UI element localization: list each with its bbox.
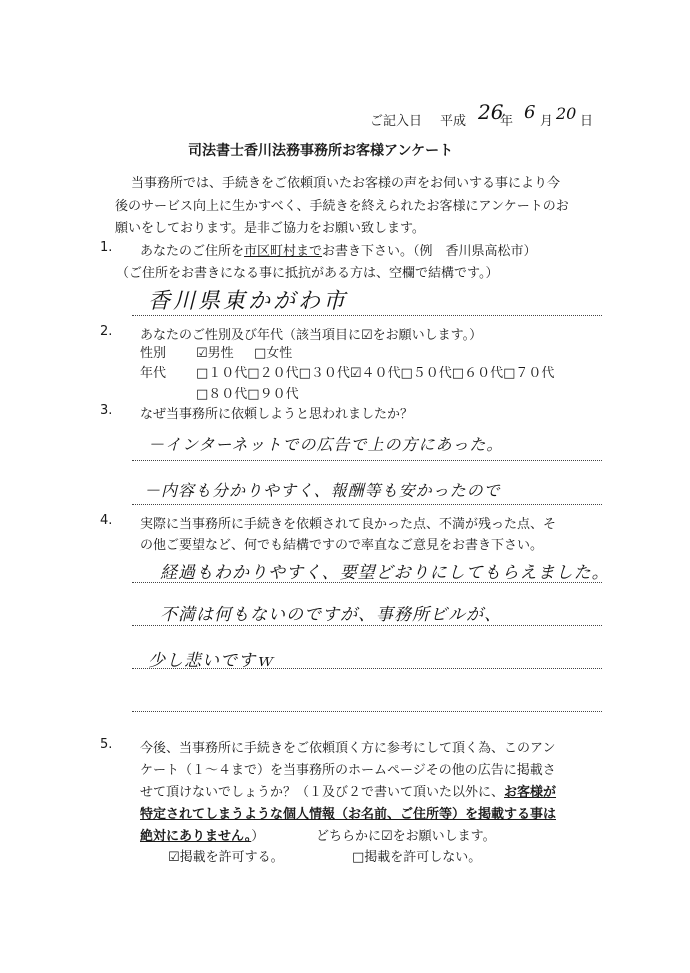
q5-option-deny[interactable]: □掲載を許可しない。 (352, 850, 482, 865)
q2-age-label: 年代 (140, 366, 167, 381)
q4-answer-line-2 (132, 625, 602, 626)
date-day: 20 (556, 104, 577, 123)
q2-gender-label: 性別 (140, 346, 167, 361)
q1-note: （ご住所をお書きになる事に抵抗がある方は、空欄で結構です。） (116, 266, 499, 281)
intro-line-1: 当事務所では、手続きをご依頼頂いたお客様の声をお伺いする事により今 (131, 176, 561, 191)
q1-text-post: お書き下さい。（例 香川県高松市） (322, 244, 537, 259)
q5-line-4: 特定されてしまうような個人情報（お名前、ご住所等）を掲載する事は (140, 807, 557, 822)
q1-text (140, 240, 537, 259)
q2-number: 2. (100, 324, 113, 339)
q3-answer-1: －インターネットでの広告で上の方にあった。 (148, 435, 504, 454)
q2-gender-male[interactable]: ☑男性 (196, 346, 234, 361)
date-year: 26 (478, 100, 504, 124)
q3-number: 3. (100, 403, 113, 418)
q3-text: なぜ当事務所に依頼しようと思われましたか？ (140, 407, 414, 422)
q5-line-5-post: ） (251, 829, 265, 844)
q5-line-3-underlined: お客様が (504, 785, 557, 800)
q5-line-1: 今後、当事務所に手続きをご依頼頂く方に参考にして頂く為、このアン (140, 741, 556, 756)
page-title: 司法書士香川法務事務所お客様アンケート (188, 143, 454, 159)
q4-text-2: の他ご要望など、何でも結構ですので率直なご意見をお書き下さい。 (140, 538, 544, 553)
intro-line-2: 後のサービス向上に生かすべく、手続きを終えられたお客様にアンケートのお (115, 199, 569, 214)
date-month: 6 (524, 102, 536, 123)
q2-age-row-1[interactable]: □１０代□２０代□３０代☑４０代□５０代□６０代□７０代 (196, 366, 555, 381)
q3-answer-line-1 (132, 460, 602, 461)
q3-answer-2: －内容も分かりやすく、報酬等も安かったので (144, 481, 501, 500)
q5-line-3 (140, 781, 556, 800)
q2-gender-female[interactable]: □女性 (254, 346, 293, 361)
q4-answer-1: 経過もわかりやすく、要望どおりにしてもらえました。 (160, 563, 610, 583)
q1-text-pre: あなたのご住所を (140, 244, 245, 259)
q5-line-5-underlined: 絶対にありません。 (140, 829, 252, 844)
q4-answer-3: 少し悲いですｗ (148, 651, 274, 671)
date-label: ご記入日 (370, 114, 423, 129)
q5-instruction: どちらかに☑をお願いします。 (316, 829, 496, 844)
q2-age-row-2[interactable]: □８０代□９０代 (196, 387, 299, 402)
q4-answer-line-1 (132, 582, 602, 583)
q1-number: 1. (100, 240, 113, 255)
q5-option-allow[interactable]: ☑掲載を許可する。 (168, 850, 284, 865)
q5-line-3-pre: せて頂けないでしょうか？（１及び２で書いて頂いた以外に、 (140, 785, 505, 800)
intro-line-3: 願いをしております。是非ご協力をお願い致します。 (115, 221, 425, 236)
date-year-unit: 年 (500, 114, 514, 129)
date-month-unit: 月 (540, 114, 554, 129)
q4-answer-line-3 (132, 668, 602, 669)
q5-number: 5. (100, 737, 113, 752)
q4-number: 4. (100, 513, 113, 528)
q4-text-1: 実際に当事務所に手続きを依頼されて良かった点、不満が残った点、そ (140, 517, 557, 532)
q2-text: あなたのご性別及び年代（該当項目に☑をお願いします。） (140, 328, 483, 343)
date-era: 平成 (440, 114, 467, 129)
q5-line-5 (140, 825, 264, 844)
q4-answer-2: 不満は何もないのですが、事務所ビルが、 (160, 605, 502, 625)
q1-answer: 香川県東かがわ市 (148, 289, 349, 314)
q5-line-2: ケート（１～４まで）を当事務所のホームページその他の広告に掲載さ (140, 763, 556, 778)
date-day-unit: 日 (580, 114, 594, 129)
q4-answer-line-4 (132, 711, 602, 712)
q3-answer-line-2 (132, 504, 602, 505)
q1-text-underlined: 市区町村まで (244, 244, 323, 259)
q1-answer-line (132, 315, 602, 316)
